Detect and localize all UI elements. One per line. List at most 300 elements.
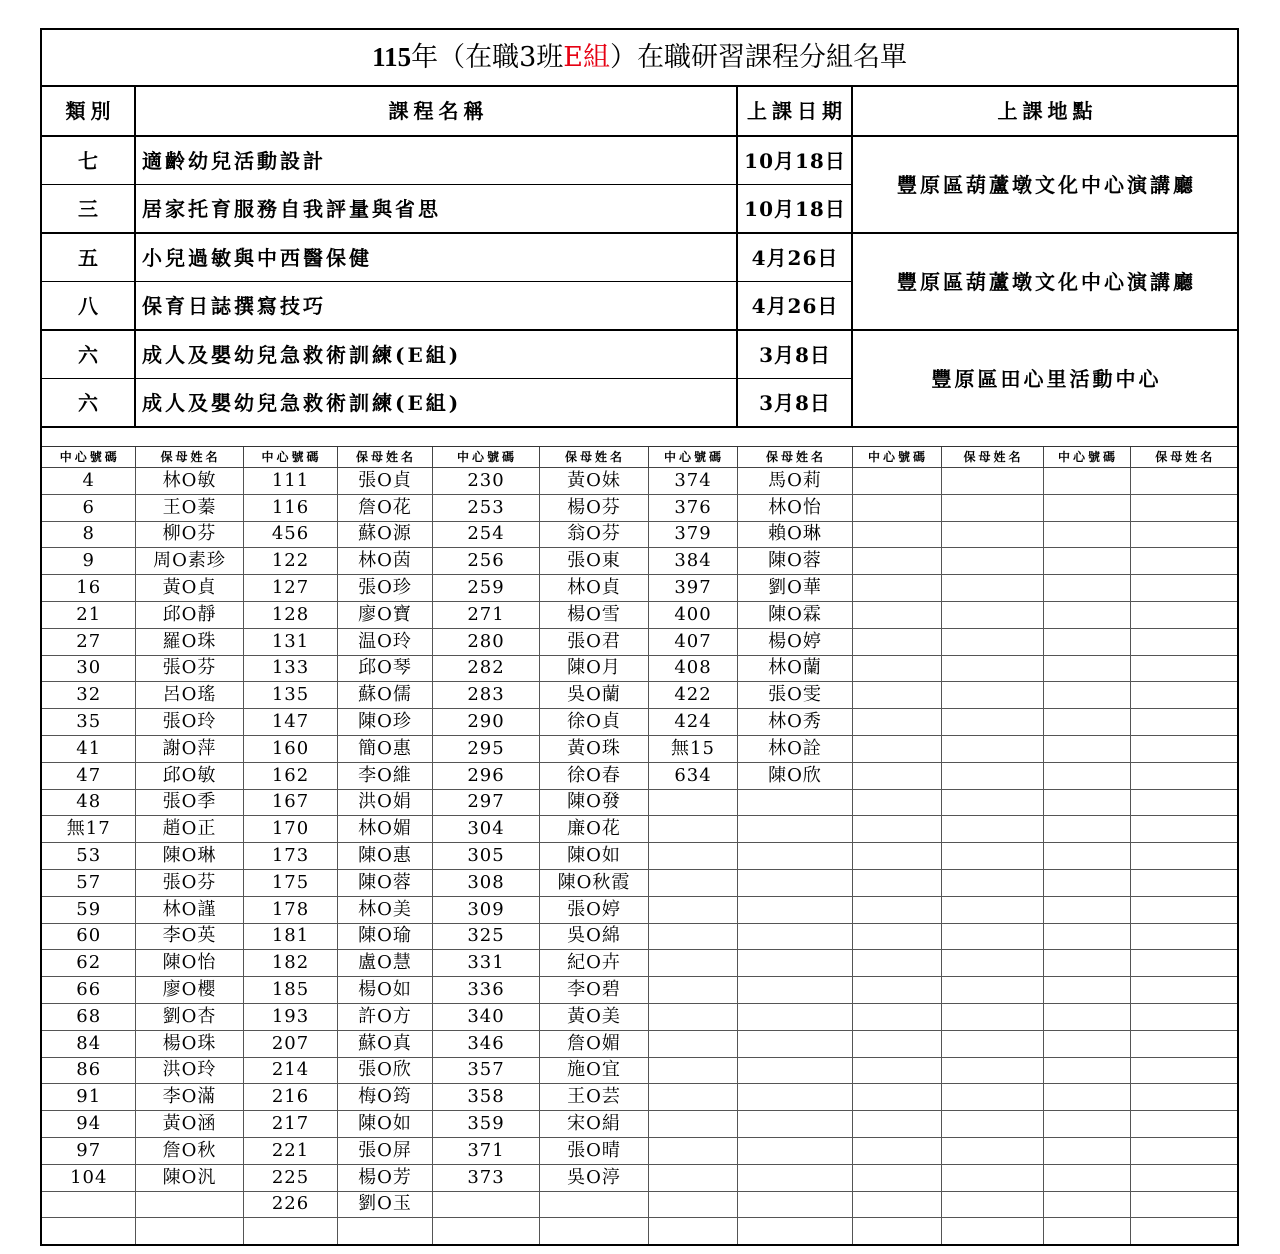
caregiver-name bbox=[1130, 1191, 1238, 1218]
caregiver-id bbox=[432, 1218, 539, 1245]
caregiver-id: 94 bbox=[41, 1111, 135, 1138]
caregiver-name: 黃O妹 bbox=[539, 468, 648, 495]
caregiver-id bbox=[852, 1111, 941, 1138]
caregiver-name bbox=[737, 816, 852, 843]
caregiver-id: 27 bbox=[41, 628, 135, 655]
caregiver-name bbox=[1130, 843, 1238, 870]
caregiver-id bbox=[648, 1003, 737, 1030]
course-date: 3月8日 bbox=[737, 330, 852, 379]
roster-row bbox=[41, 655, 1238, 682]
caregiver-name bbox=[941, 896, 1043, 923]
caregiver-name: 林O秀 bbox=[737, 709, 852, 736]
caregiver-name: 劉O華 bbox=[737, 575, 852, 602]
caregiver-name bbox=[1130, 1137, 1238, 1164]
caregiver-name bbox=[737, 1164, 852, 1191]
caregiver-id bbox=[1043, 628, 1130, 655]
roster-row bbox=[41, 1003, 1238, 1030]
caregiver-id: 221 bbox=[243, 1137, 337, 1164]
caregiver-id: 309 bbox=[432, 896, 539, 923]
caregiver-name bbox=[737, 1191, 852, 1218]
caregiver-name bbox=[1130, 628, 1238, 655]
caregiver-id: 357 bbox=[432, 1057, 539, 1084]
caregiver-id: 173 bbox=[243, 843, 337, 870]
caregiver-name: 蘇O真 bbox=[337, 1030, 432, 1057]
caregiver-name: 謝O萍 bbox=[135, 735, 243, 762]
caregiver-name bbox=[941, 977, 1043, 1004]
caregiver-id: 373 bbox=[432, 1164, 539, 1191]
caregiver-name bbox=[1130, 548, 1238, 575]
header-location: 上課地點 bbox=[852, 86, 1238, 136]
caregiver-name: 張O屏 bbox=[337, 1137, 432, 1164]
caregiver-name: 張O芬 bbox=[135, 869, 243, 896]
caregiver-name bbox=[135, 1218, 243, 1245]
caregiver-id bbox=[1043, 548, 1130, 575]
course-date: 4月26日 bbox=[737, 282, 852, 331]
caregiver-id bbox=[1043, 1084, 1130, 1111]
caregiver-id: 424 bbox=[648, 709, 737, 736]
title-group-highlight: E組 bbox=[563, 42, 611, 73]
roster-row bbox=[41, 628, 1238, 655]
course-category: 六 bbox=[41, 379, 135, 428]
caregiver-id: 296 bbox=[432, 762, 539, 789]
caregiver-name: 黃O涵 bbox=[135, 1111, 243, 1138]
course-category: 五 bbox=[41, 233, 135, 282]
caregiver-id bbox=[852, 762, 941, 789]
caregiver-id: 104 bbox=[41, 1164, 135, 1191]
caregiver-id bbox=[852, 1084, 941, 1111]
caregiver-name: 陳O珍 bbox=[337, 709, 432, 736]
caregiver-name bbox=[737, 1057, 852, 1084]
caregiver-id bbox=[1043, 601, 1130, 628]
caregiver-name bbox=[737, 977, 852, 1004]
caregiver-name bbox=[941, 1003, 1043, 1030]
course-date: 4月26日 bbox=[737, 233, 852, 282]
caregiver-name bbox=[941, 923, 1043, 950]
caregiver-id bbox=[852, 735, 941, 762]
caregiver-name bbox=[737, 1111, 852, 1138]
caregiver-name: 邱O敏 bbox=[135, 762, 243, 789]
caregiver-name: 林O茵 bbox=[337, 548, 432, 575]
caregiver-name: 林O蘭 bbox=[737, 655, 852, 682]
caregiver-id bbox=[648, 789, 737, 816]
caregiver-name: 張O婷 bbox=[539, 896, 648, 923]
roster-row bbox=[41, 1057, 1238, 1084]
caregiver-id: 160 bbox=[243, 735, 337, 762]
caregiver-id: 256 bbox=[432, 548, 539, 575]
caregiver-id: 53 bbox=[41, 843, 135, 870]
caregiver-id: 84 bbox=[41, 1030, 135, 1057]
caregiver-id: 331 bbox=[432, 950, 539, 977]
course-name: 成人及嬰幼兒急救術訓練(E組) bbox=[135, 379, 737, 428]
roster-header-id: 中心號碼 bbox=[852, 447, 941, 468]
caregiver-id bbox=[1043, 1137, 1130, 1164]
caregiver-id bbox=[1043, 1057, 1130, 1084]
caregiver-name bbox=[941, 816, 1043, 843]
caregiver-id bbox=[852, 655, 941, 682]
roster-row bbox=[41, 575, 1238, 602]
caregiver-id bbox=[648, 923, 737, 950]
caregiver-id: 384 bbox=[648, 548, 737, 575]
caregiver-name: 李O維 bbox=[337, 762, 432, 789]
course-category: 八 bbox=[41, 282, 135, 331]
caregiver-name: 徐O春 bbox=[539, 762, 648, 789]
caregiver-name: 李O英 bbox=[135, 923, 243, 950]
header-date: 上課日期 bbox=[737, 86, 852, 136]
caregiver-id: 422 bbox=[648, 682, 737, 709]
caregiver-name: 邱O靜 bbox=[135, 601, 243, 628]
caregiver-id: 182 bbox=[243, 950, 337, 977]
caregiver-name bbox=[1130, 1057, 1238, 1084]
caregiver-name bbox=[941, 575, 1043, 602]
caregiver-name: 李O碧 bbox=[539, 977, 648, 1004]
caregiver-name: 陳O月 bbox=[539, 655, 648, 682]
caregiver-id: 376 bbox=[648, 494, 737, 521]
caregiver-id bbox=[852, 1003, 941, 1030]
caregiver-name: 陳O瑜 bbox=[337, 923, 432, 950]
caregiver-name bbox=[941, 1084, 1043, 1111]
caregiver-id: 35 bbox=[41, 709, 135, 736]
caregiver-id: 379 bbox=[648, 521, 737, 548]
caregiver-id bbox=[648, 1084, 737, 1111]
caregiver-name: 吳O綿 bbox=[539, 923, 648, 950]
caregiver-id: 358 bbox=[432, 1084, 539, 1111]
caregiver-name: 王O芸 bbox=[539, 1084, 648, 1111]
caregiver-name bbox=[941, 789, 1043, 816]
caregiver-name: 陳O琳 bbox=[135, 843, 243, 870]
caregiver-id bbox=[1043, 843, 1130, 870]
caregiver-id: 62 bbox=[41, 950, 135, 977]
course-category: 三 bbox=[41, 185, 135, 234]
caregiver-id bbox=[852, 468, 941, 495]
caregiver-id bbox=[41, 1191, 135, 1218]
roster-header-id: 中心號碼 bbox=[648, 447, 737, 468]
roster-row bbox=[41, 1218, 1238, 1245]
roster-row bbox=[41, 789, 1238, 816]
caregiver-name bbox=[737, 950, 852, 977]
roster-row bbox=[41, 896, 1238, 923]
caregiver-id: 178 bbox=[243, 896, 337, 923]
caregiver-name bbox=[737, 1084, 852, 1111]
caregiver-id bbox=[1043, 816, 1130, 843]
caregiver-name: 陳O霖 bbox=[737, 601, 852, 628]
course-name: 適齡幼兒活動設計 bbox=[135, 136, 737, 185]
caregiver-id: 41 bbox=[41, 735, 135, 762]
caregiver-id: 253 bbox=[432, 494, 539, 521]
caregiver-id bbox=[1043, 789, 1130, 816]
caregiver-id bbox=[852, 1030, 941, 1057]
caregiver-name bbox=[539, 1191, 648, 1218]
caregiver-id: 397 bbox=[648, 575, 737, 602]
roster-row bbox=[41, 923, 1238, 950]
caregiver-id bbox=[852, 1137, 941, 1164]
caregiver-name: 林O謹 bbox=[135, 896, 243, 923]
caregiver-name bbox=[1130, 762, 1238, 789]
caregiver-id: 193 bbox=[243, 1003, 337, 1030]
roster-header-id: 中心號碼 bbox=[41, 447, 135, 468]
caregiver-name: 張O晴 bbox=[539, 1137, 648, 1164]
caregiver-id bbox=[852, 977, 941, 1004]
caregiver-id: 135 bbox=[243, 682, 337, 709]
caregiver-name: 張O芬 bbox=[135, 655, 243, 682]
roster-row bbox=[41, 1030, 1238, 1057]
caregiver-id: 226 bbox=[243, 1191, 337, 1218]
caregiver-id bbox=[648, 1030, 737, 1057]
roster-row bbox=[41, 950, 1238, 977]
caregiver-name: 楊O芳 bbox=[337, 1164, 432, 1191]
roster-row bbox=[41, 1164, 1238, 1191]
course-name: 居家托育服務自我評量與省思 bbox=[135, 185, 737, 234]
caregiver-id bbox=[1043, 468, 1130, 495]
caregiver-id: 57 bbox=[41, 869, 135, 896]
roster-row bbox=[41, 762, 1238, 789]
course-name: 保育日誌撰寫技巧 bbox=[135, 282, 737, 331]
caregiver-name: 徐O貞 bbox=[539, 709, 648, 736]
caregiver-name: 温O玲 bbox=[337, 628, 432, 655]
caregiver-id: 283 bbox=[432, 682, 539, 709]
caregiver-name bbox=[941, 843, 1043, 870]
caregiver-id bbox=[852, 896, 941, 923]
caregiver-id bbox=[648, 1111, 737, 1138]
caregiver-id bbox=[852, 1218, 941, 1245]
caregiver-name bbox=[941, 1030, 1043, 1057]
roster-row bbox=[41, 601, 1238, 628]
caregiver-id: 225 bbox=[243, 1164, 337, 1191]
caregiver-name bbox=[1130, 1084, 1238, 1111]
caregiver-id: 162 bbox=[243, 762, 337, 789]
course-schedule bbox=[41, 29, 1238, 427]
caregiver-id bbox=[1043, 682, 1130, 709]
caregiver-id: 6 bbox=[41, 494, 135, 521]
roster-row bbox=[41, 1111, 1238, 1138]
caregiver-id bbox=[852, 1164, 941, 1191]
course-date: 10月18日 bbox=[737, 185, 852, 234]
caregiver-name: 馬O莉 bbox=[737, 468, 852, 495]
caregiver-id: 131 bbox=[243, 628, 337, 655]
caregiver-name bbox=[941, 735, 1043, 762]
caregiver-id: 304 bbox=[432, 816, 539, 843]
caregiver-id bbox=[648, 869, 737, 896]
caregiver-id: 216 bbox=[243, 1084, 337, 1111]
course-location: 豐原區葫蘆墩文化中心演講廳 bbox=[852, 233, 1238, 330]
caregiver-id bbox=[852, 1191, 941, 1218]
caregiver-name bbox=[1130, 682, 1238, 709]
caregiver-id bbox=[1043, 655, 1130, 682]
caregiver-name bbox=[1130, 494, 1238, 521]
caregiver-id bbox=[852, 1057, 941, 1084]
caregiver-name bbox=[1130, 521, 1238, 548]
caregiver-name: 張O東 bbox=[539, 548, 648, 575]
roster-row bbox=[41, 468, 1238, 495]
caregiver-name bbox=[1130, 977, 1238, 1004]
caregiver-id bbox=[852, 548, 941, 575]
caregiver-id bbox=[41, 1218, 135, 1245]
caregiver-id bbox=[648, 977, 737, 1004]
caregiver-name: 楊O如 bbox=[337, 977, 432, 1004]
caregiver-id bbox=[648, 1218, 737, 1245]
roster-row bbox=[41, 735, 1238, 762]
caregiver-name: 賴O琳 bbox=[737, 521, 852, 548]
caregiver-name: 吳O蘭 bbox=[539, 682, 648, 709]
caregiver-id: 217 bbox=[243, 1111, 337, 1138]
title-year: 115 bbox=[372, 42, 412, 72]
caregiver-id bbox=[1043, 923, 1130, 950]
caregiver-id: 308 bbox=[432, 869, 539, 896]
caregiver-name bbox=[1130, 601, 1238, 628]
caregiver-id: 167 bbox=[243, 789, 337, 816]
caregiver-id: 346 bbox=[432, 1030, 539, 1057]
caregiver-id: 無17 bbox=[41, 816, 135, 843]
caregiver-id: 305 bbox=[432, 843, 539, 870]
caregiver-id: 無15 bbox=[648, 735, 737, 762]
caregiver-name: 陳O如 bbox=[539, 843, 648, 870]
caregiver-id: 271 bbox=[432, 601, 539, 628]
caregiver-name bbox=[1130, 735, 1238, 762]
caregiver-name: 宋O絹 bbox=[539, 1111, 648, 1138]
caregiver-name: 劉O玉 bbox=[337, 1191, 432, 1218]
caregiver-id: 282 bbox=[432, 655, 539, 682]
caregiver-name bbox=[1130, 869, 1238, 896]
caregiver-id: 8 bbox=[41, 521, 135, 548]
caregiver-name: 柳O芬 bbox=[135, 521, 243, 548]
caregiver-name: 詹O秋 bbox=[135, 1137, 243, 1164]
course-location: 豐原區葫蘆墩文化中心演講廳 bbox=[852, 136, 1238, 233]
caregiver-name bbox=[1130, 1030, 1238, 1057]
caregiver-id: 230 bbox=[432, 468, 539, 495]
caregiver-name bbox=[135, 1191, 243, 1218]
caregiver-id: 336 bbox=[432, 977, 539, 1004]
caregiver-id bbox=[1043, 762, 1130, 789]
caregiver-id bbox=[648, 816, 737, 843]
caregiver-name: 張O季 bbox=[135, 789, 243, 816]
course-name: 成人及嬰幼兒急救術訓練(E組) bbox=[135, 330, 737, 379]
caregiver-name bbox=[1130, 896, 1238, 923]
caregiver-id bbox=[1043, 869, 1130, 896]
roster-header-name: 保母姓名 bbox=[539, 447, 648, 468]
course-category: 七 bbox=[41, 136, 135, 185]
caregiver-name bbox=[941, 709, 1043, 736]
caregiver-id bbox=[1043, 521, 1130, 548]
caregiver-name: 楊O雪 bbox=[539, 601, 648, 628]
caregiver-id bbox=[1043, 709, 1130, 736]
caregiver-name: 劉O杏 bbox=[135, 1003, 243, 1030]
caregiver-name: 陳O如 bbox=[337, 1111, 432, 1138]
caregiver-id bbox=[648, 896, 737, 923]
course-roster-sheet bbox=[40, 28, 1239, 1246]
caregiver-name bbox=[1130, 709, 1238, 736]
caregiver-name: 羅O珠 bbox=[135, 628, 243, 655]
caregiver-name: 陳O欣 bbox=[737, 762, 852, 789]
caregiver-name: 張O君 bbox=[539, 628, 648, 655]
roster-header-id: 中心號碼 bbox=[432, 447, 539, 468]
caregiver-name: 陳O汎 bbox=[135, 1164, 243, 1191]
caregiver-id: 325 bbox=[432, 923, 539, 950]
caregiver-name: 張O玲 bbox=[135, 709, 243, 736]
caregiver-name: 陳O怡 bbox=[135, 950, 243, 977]
title-prefix: 年（在職3班 bbox=[411, 42, 564, 73]
caregiver-name: 陳O惠 bbox=[337, 843, 432, 870]
caregiver-name: 梅O筠 bbox=[337, 1084, 432, 1111]
caregiver-name bbox=[737, 1137, 852, 1164]
caregiver-id bbox=[243, 1218, 337, 1245]
caregiver-name bbox=[1130, 1111, 1238, 1138]
course-name: 小兒過敏與中西醫保健 bbox=[135, 233, 737, 282]
caregiver-name: 蘇O儒 bbox=[337, 682, 432, 709]
caregiver-id: 297 bbox=[432, 789, 539, 816]
caregiver-name: 楊O芬 bbox=[539, 494, 648, 521]
caregiver-name bbox=[941, 950, 1043, 977]
caregiver-name bbox=[941, 468, 1043, 495]
roster-header-name: 保母姓名 bbox=[135, 447, 243, 468]
caregiver-name: 施O宜 bbox=[539, 1057, 648, 1084]
roster-row bbox=[41, 816, 1238, 843]
caregiver-id bbox=[1043, 735, 1130, 762]
caregiver-name bbox=[941, 521, 1043, 548]
course-date: 10月18日 bbox=[737, 136, 852, 185]
caregiver-id bbox=[852, 816, 941, 843]
caregiver-id bbox=[852, 709, 941, 736]
course-row bbox=[41, 330, 1238, 379]
caregiver-name: 李O滿 bbox=[135, 1084, 243, 1111]
caregiver-id: 290 bbox=[432, 709, 539, 736]
caregiver-id bbox=[852, 494, 941, 521]
course-category: 六 bbox=[41, 330, 135, 379]
caregiver-name: 王O蓁 bbox=[135, 494, 243, 521]
caregiver-name bbox=[737, 843, 852, 870]
caregiver-id bbox=[852, 923, 941, 950]
caregiver-name: 黃O貞 bbox=[135, 575, 243, 602]
header-course-name: 課程名稱 bbox=[135, 86, 737, 136]
caregiver-id: 86 bbox=[41, 1057, 135, 1084]
caregiver-name bbox=[337, 1218, 432, 1245]
caregiver-name: 林O詮 bbox=[737, 735, 852, 762]
caregiver-name bbox=[941, 1057, 1043, 1084]
caregiver-id: 259 bbox=[432, 575, 539, 602]
caregiver-name: 翁O芬 bbox=[539, 521, 648, 548]
caregiver-name: 張O雯 bbox=[737, 682, 852, 709]
caregiver-id: 111 bbox=[243, 468, 337, 495]
caregiver-name bbox=[941, 869, 1043, 896]
caregiver-id: 374 bbox=[648, 468, 737, 495]
caregiver-id: 207 bbox=[243, 1030, 337, 1057]
caregiver-id: 175 bbox=[243, 869, 337, 896]
caregiver-id bbox=[1043, 950, 1130, 977]
roster-header-name: 保母姓名 bbox=[941, 447, 1043, 468]
caregiver-name bbox=[1130, 575, 1238, 602]
caregiver-id: 400 bbox=[648, 601, 737, 628]
roster-row bbox=[41, 709, 1238, 736]
caregiver-id bbox=[852, 682, 941, 709]
roster-row bbox=[41, 843, 1238, 870]
caregiver-name bbox=[941, 1137, 1043, 1164]
caregiver-id: 122 bbox=[243, 548, 337, 575]
caregiver-name: 周O素珍 bbox=[135, 548, 243, 575]
caregiver-name: 呂O瑤 bbox=[135, 682, 243, 709]
caregiver-id bbox=[1043, 896, 1130, 923]
caregiver-id: 280 bbox=[432, 628, 539, 655]
sheet-title bbox=[41, 29, 1238, 86]
caregiver-name bbox=[941, 682, 1043, 709]
roster-header-name: 保母姓名 bbox=[1130, 447, 1238, 468]
caregiver-name: 林O媚 bbox=[337, 816, 432, 843]
caregiver-id: 214 bbox=[243, 1057, 337, 1084]
caregiver-name bbox=[539, 1218, 648, 1245]
caregiver-id: 47 bbox=[41, 762, 135, 789]
roster-row bbox=[41, 494, 1238, 521]
caregiver-name: 張O欣 bbox=[337, 1057, 432, 1084]
roster-row bbox=[41, 548, 1238, 575]
caregiver-id bbox=[432, 1191, 539, 1218]
caregiver-id bbox=[852, 521, 941, 548]
